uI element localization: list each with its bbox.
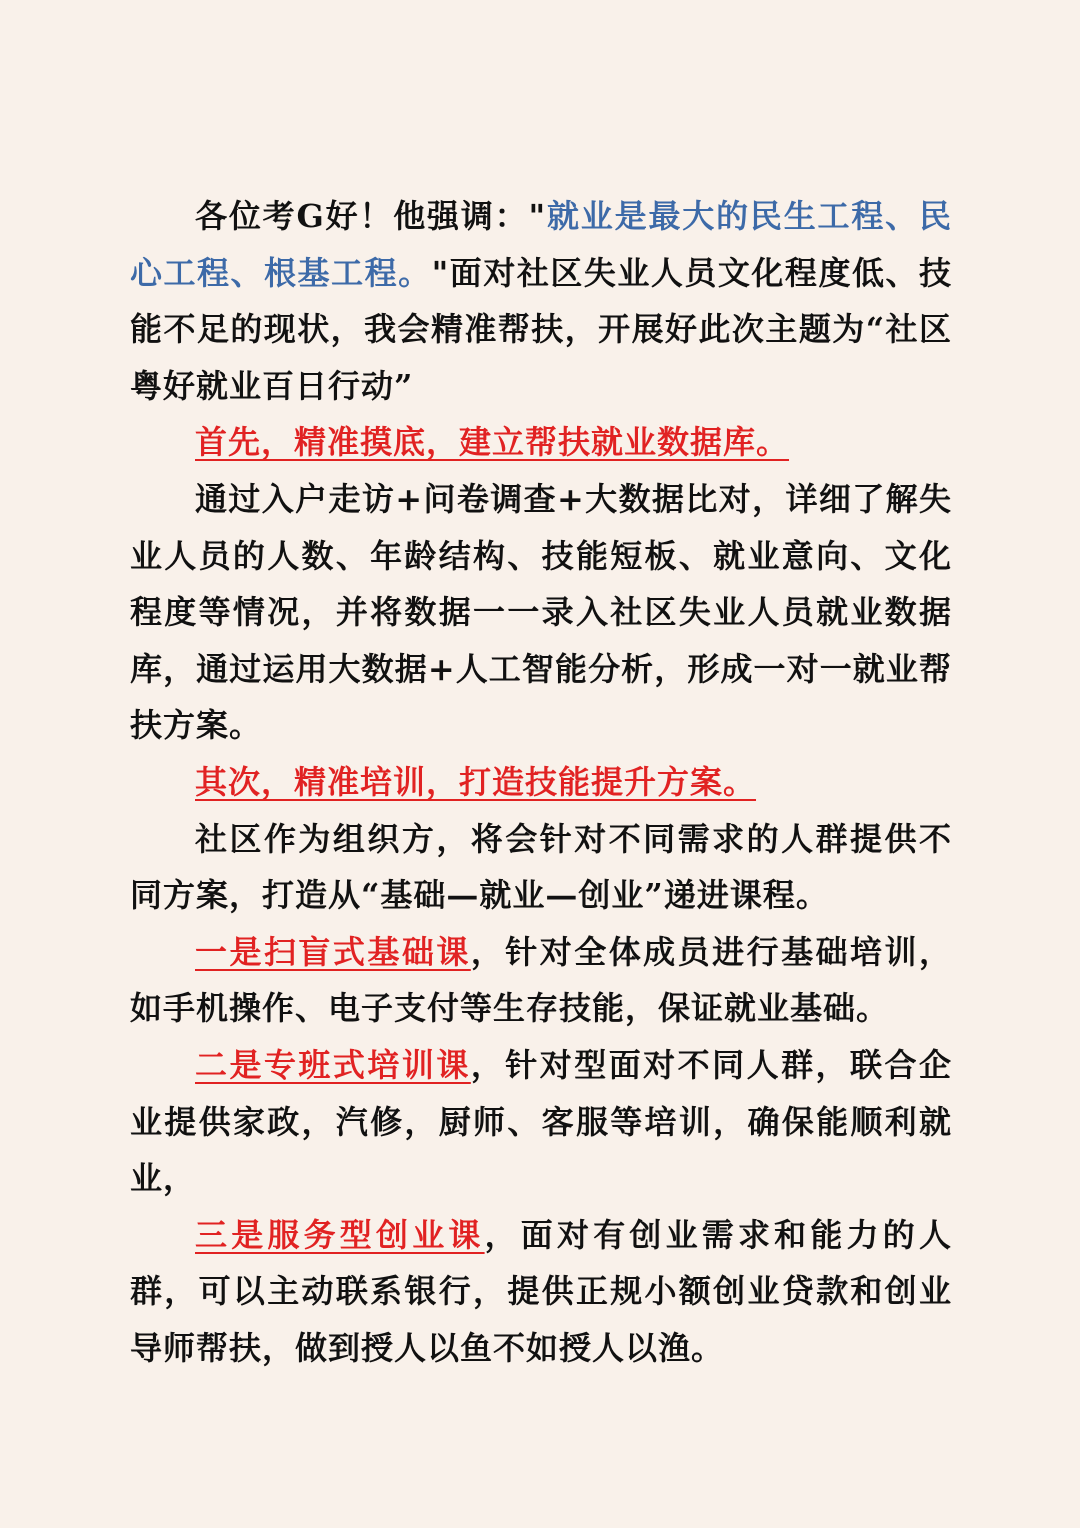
course-lead-1: 一是扫盲式基础课	[195, 932, 471, 971]
intro-prefix: 各位考G好！他强调："	[195, 197, 547, 235]
course-paragraph-1	[130, 924, 952, 1037]
course-text-3: ，面对有创业需求和能力的人群，可以主动联系银行，提供正规小额创业贷款和创业导师帮扶，做到授人以鱼不如授人以渔。	[130, 1215, 952, 1367]
section1-heading: 首先，精准摸底，建立帮扶就业数据库。	[195, 423, 790, 462]
intro-quote: 就业是最大的民生工程、民心工程、根基工程。	[130, 197, 952, 292]
course-paragraph-3	[130, 1207, 952, 1377]
document-page	[130, 188, 952, 1376]
course-text-2: ，针对型面对不同人群，联合企业提供家政，汽修，厨师、客服等培训，确保能顺利就业，	[130, 1045, 952, 1198]
course-text-1: ，针对全体成员进行基础培训，如手机操作、电子支付等生存技能，保证就业基础。	[130, 932, 952, 1028]
course-lead-3: 三是服务型创业课	[195, 1215, 485, 1254]
course-lead-2: 二是专班式培训课	[195, 1045, 471, 1084]
intro-paragraph	[130, 188, 952, 414]
intro-suffix: "面对社区失业人员文化程度低、技能不足的现状，我会精准帮扶，开展好此次主题为“社区粤好就业百日行动”	[130, 253, 952, 405]
section2-heading: 其次，精准培训，打造技能提升方案。	[195, 762, 757, 801]
section2-body: 社区作为组织方，将会针对不同需求的人群提供不同方案，打造从“基础—就业—创业”递进课程。	[130, 819, 952, 915]
course-paragraph-2	[130, 1037, 952, 1207]
section1-body: 通过入户走访+问卷调查+大数据比对，详细了解失业人员的人数、年龄结构、技能短板、就业意向、文化程度等情况，并将数据一一录入社区失业人员就业数据库，通过运用大数据+人工智能分析，形成一对一就业帮扶方案。	[130, 479, 952, 745]
section1-heading-paragraph	[130, 414, 952, 471]
section2-heading-paragraph	[130, 754, 952, 811]
